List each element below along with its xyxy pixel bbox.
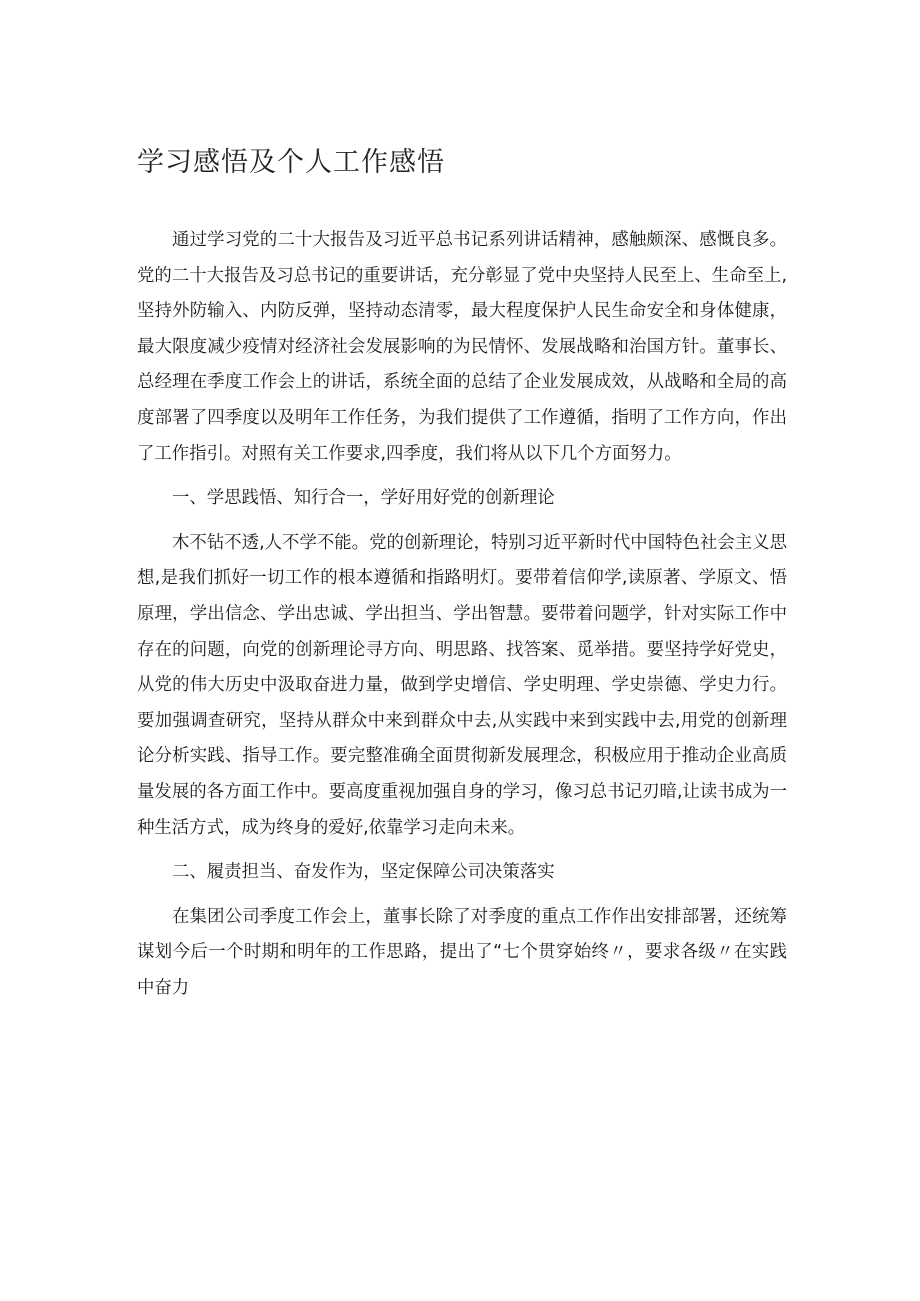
paragraph-intro: 通过学习党的二十大报告及习近平总书记系列讲话精神，感触颇深、感慨良多。党的二十大报告及习总书记的重要讲话，充分彰显了党中央坚持人民至上、生命至上,坚持外防输入、内防反弹，坚持动态清零，最大程度保护人民生命安全和身体健康，最大限度减少疫情对经济社会发展影响的为民情怀、发展战略和治国方针。董事长、总经理在季度工作会上的讲话，系统全面的总结了企业发展成效，从战略和全局的高度部署了四季度以及明年工作任务，为我们提供了工作遵循，指明了工作方向，作出了工作指引。对照有关工作要求,四季度，我们将从以下几个方面努力。 <box>137 230 787 464</box>
section-heading-2: 二、履责担当、奋发作为，坚定保障公司决策落实 <box>172 862 555 883</box>
document-body <box>137 223 787 1006</box>
paragraph-section-2: 在集团公司季度工作会上，董事长除了对季度的重点工作作出安排部署，还统筹谋划今后一个时期和明年的工作思路，提出了“七个贯穿始终〃，要求各级〃在实践中奋力 <box>137 906 787 998</box>
section-heading-1: 一、学思践悟、知行合一，学好用好党的创新理论 <box>172 488 555 509</box>
document-title: 学习感悟及个人工作感悟 <box>137 147 445 178</box>
paragraph-section-1: 木不钻不透,人不学不能。党的创新理论，特别习近平新时代中国特色社会主义思想,是我们抓好一切工作的根本遵循和指路明灯。要带着信仰学,读原著、学原文、悟原理，学出信念、学出忠诚、学出担当、学出智慧。要带着问题学，针对实际工作中存在的问题，向党的创新理论寻方向、明思路、找答案、觅举措。要坚持学好党史，从党的伟大历史中汲取奋进力量，做到学史增信、学史明理、学史崇德、学史力行。要加强调查研究，坚持从群众中来到群众中去,从实践中来到实践中去,用党的创新理论分析实践、指导工作。要完整准确全面贯彻新发展理念，积极应用于推动企业高质量发展的各方面工作中。要高度重视加强自身的学习，像习总书记刃暗,让读书成为一种生活方式，成为终身的爱好,依靠学习走向未来。 <box>137 532 787 838</box>
